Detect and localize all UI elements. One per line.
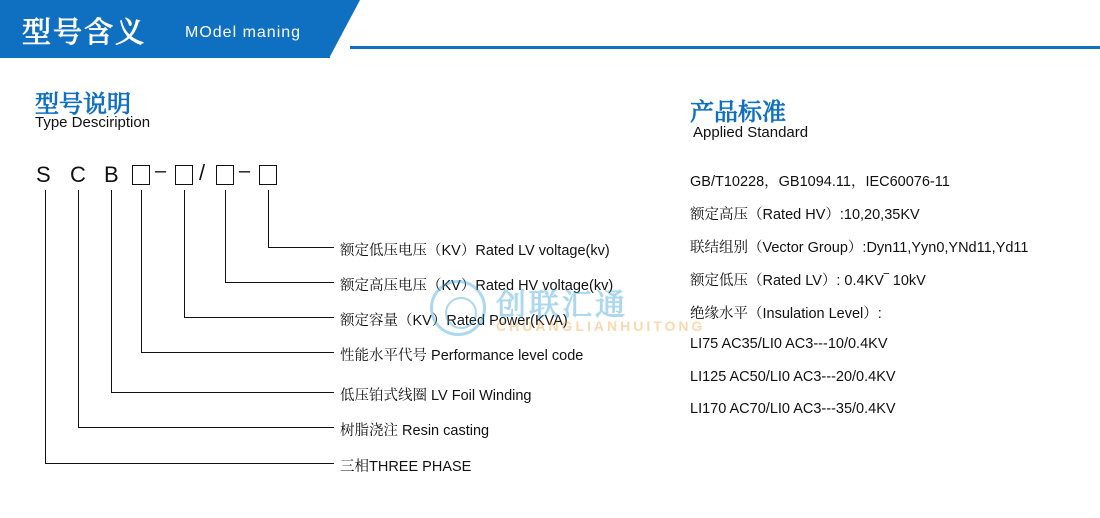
legend-label-resin-casting: 树脂浇注 Resin casting — [340, 423, 490, 439]
leader-vline-lv — [268, 190, 269, 247]
code-char-c: C — [70, 162, 86, 187]
header-underline — [350, 46, 1100, 49]
leader-vline-performance — [141, 190, 142, 352]
leader-hline-lv — [268, 247, 334, 248]
code-box-power — [175, 165, 193, 185]
code-dash-2: – — [239, 160, 251, 182]
standard-item-1: 额定高压（Rated HV）:10,20,35KV — [690, 207, 920, 223]
code-box-performance — [132, 165, 150, 185]
leader-vline-resin — [78, 190, 79, 427]
standard-item-6: LI125 AC50/LI0 AC3---20/0.4KV — [690, 369, 896, 385]
leader-vline-power — [184, 190, 185, 317]
watermark-text-cn: 创联汇通 — [496, 289, 628, 322]
leader-hline-threephase — [45, 463, 334, 464]
header-title-en: MOdel maning — [185, 24, 302, 41]
leader-hline-foil — [111, 392, 334, 393]
page-header — [0, 0, 1100, 58]
leader-vline-threephase — [45, 190, 46, 463]
header-title-cn: 型号含义 — [22, 17, 147, 49]
type-description-title-cn: 型号说明 — [35, 91, 131, 118]
legend-label-lv-voltage: 额定低压电压（KV）Rated LV voltage(kv) — [340, 243, 610, 259]
leader-hline-resin — [78, 427, 334, 428]
applied-standard-title-en: Applied Standard — [693, 124, 809, 141]
standard-item-5: LI75 AC35/LI0 AC3---10/0.4KV — [690, 336, 888, 352]
legend-label-performance-level: 性能水平代号 Performance level code — [340, 348, 584, 364]
standard-item-2: 联结组别（Vector Group）:Dyn11,Yyn0,YNd11,Yd11 — [690, 240, 1029, 256]
code-char-b: B — [104, 162, 119, 187]
leader-hline-performance — [141, 352, 334, 353]
code-slash: / — [199, 160, 206, 185]
legend-label-three-phase: 三相THREE PHASE — [340, 459, 472, 475]
watermark-text-en: CHUANGLIANHUITONG — [496, 318, 706, 334]
standard-item-7: LI170 AC70/LI0 AC3---35/0.4KV — [690, 401, 896, 417]
code-box-hv — [216, 165, 234, 185]
code-char-s: S — [36, 162, 51, 187]
legend-label-rated-power: 额定容量（KV）Rated Power(KVA) — [340, 313, 568, 329]
leader-vline-hv — [225, 190, 226, 282]
leader-hline-hv — [225, 282, 334, 283]
code-box-lv — [259, 165, 277, 185]
standard-item-0: GB/T10228，GB1094.11，IEC60076-11 — [690, 174, 950, 190]
applied-standard-title-cn: 产品标准 — [690, 99, 786, 126]
leader-hline-power — [184, 317, 334, 318]
type-description-title-en: Type Desciription — [35, 114, 151, 131]
legend-label-hv-voltage: 额定高压电压（KV）Rated HV voltage(kv) — [340, 278, 614, 294]
legend-label-foil-winding: 低压铂式线圈 LV Foil Winding — [340, 388, 532, 404]
standard-item-4: 绝缘水平（Insulation Level）: — [690, 306, 882, 322]
leader-vline-foil — [111, 190, 112, 392]
code-dash-1: – — [155, 160, 167, 182]
standard-item-3: 额定低压（Rated LV）: 0.4KV‾ 10kV — [690, 273, 926, 289]
